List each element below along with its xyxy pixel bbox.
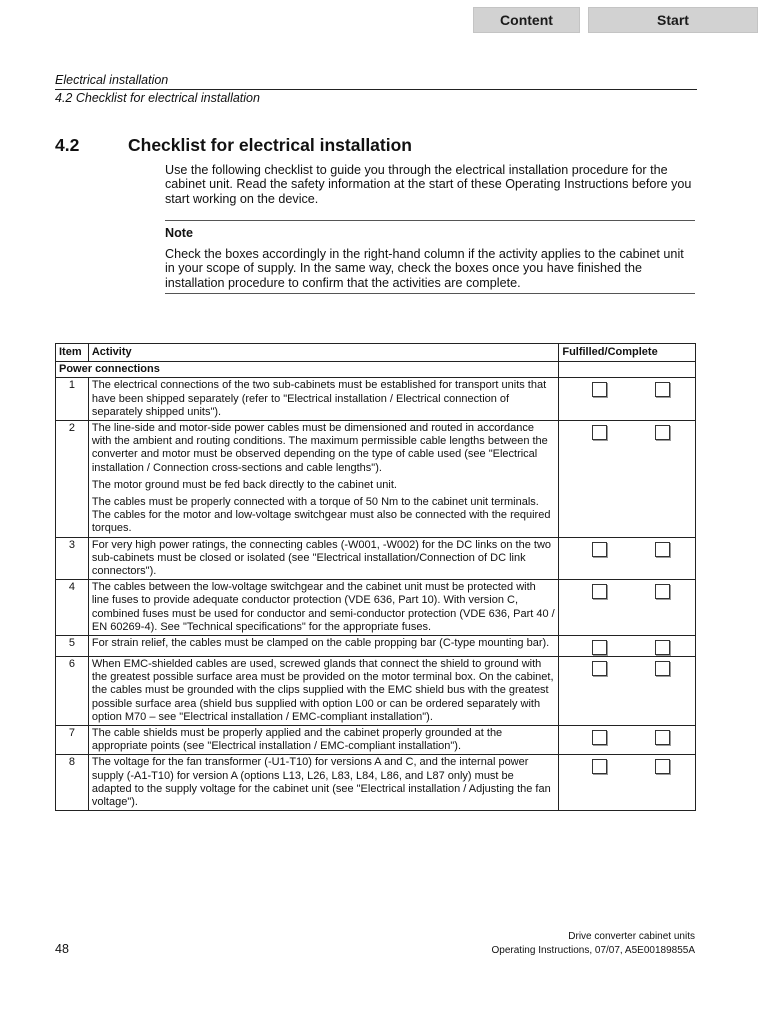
status-cell (559, 726, 696, 755)
activity-text: The cables must be properly connected with a torque of 50 Nm to the cabinet unit terminals. The cables for the motor and low-voltage switchgear must also be connected with the required torques. (91, 496, 551, 535)
item-number: 4 (56, 580, 89, 636)
group-row (56, 362, 696, 378)
start-button[interactable]: Start (588, 7, 758, 33)
footer-title: Drive converter cabinet units (568, 931, 695, 942)
table-row (56, 657, 696, 726)
running-header-chapter: Electrical installation (55, 72, 697, 90)
item-number: 8 (56, 755, 89, 811)
checkbox-group (562, 637, 692, 655)
applies-checkbox[interactable] (592, 425, 607, 440)
applies-checkbox[interactable] (592, 640, 607, 655)
section-number: 4.2 (55, 135, 80, 155)
checklist-table (55, 343, 696, 811)
status-cell (559, 636, 696, 657)
note-box (165, 220, 695, 294)
page-number: 48 (55, 942, 69, 956)
activity-text: For very high power ratings, the connecting cables (-W001, -W002) for the DC links on the two sub-cabinets must be closed or isolated (see "Electrical installation/Connection of DC link connectors"). (91, 538, 552, 578)
header-status: Fulfilled/Complete (559, 344, 696, 362)
activity-text: When EMC-shielded cables are used, screwed glands that connect the shield to ground with the greatest possible surface area must be provided on the motor terminal box. On the cabinet, the cables must be grounded with the clips supplied with the EMC shield bus with the greatest possible surface area (shield bus supplied with option L00 or can be ordered separately with option M70 – see "Electrical installation / EMC-compliant installation"). (91, 658, 554, 723)
note-title: Note (165, 226, 193, 240)
table-row (56, 755, 696, 811)
checkbox-group (562, 581, 692, 599)
activity-cell (88, 726, 558, 755)
applies-checkbox[interactable] (592, 584, 607, 599)
section-title: Checklist for electrical installation (128, 135, 412, 155)
running-header-section: 4.2 Checklist for electrical installation (55, 91, 260, 105)
activity-text: The cables between the low-voltage switchgear and the cabinet unit must be protected with line fuses to provide adequate conductor protection (VDE 636, Part 10). With version C, combined fuses must be used for conductor and semi-conductor protection (VDE 636, Part 40 / EN 60269-4). See "Technical specifications" for the appropriate fuses. (91, 581, 555, 633)
checkbox-group (562, 756, 692, 774)
complete-checkbox[interactable] (655, 730, 670, 745)
activity-cell (88, 657, 558, 726)
group-power-connections: Power connections (56, 362, 559, 378)
table-header-row (56, 344, 696, 362)
table-row (56, 421, 696, 538)
checkbox-group (562, 422, 692, 440)
checkbox-group (562, 539, 692, 557)
complete-checkbox[interactable] (655, 542, 670, 557)
item-number: 6 (56, 657, 89, 726)
intro-paragraph: Use the following checklist to guide you through the electrical installation procedure for the cabinet unit. Read the safety information at the start of these Operating Instructions before you start working on the device. (165, 163, 692, 206)
complete-checkbox[interactable] (655, 759, 670, 774)
status-cell (559, 755, 696, 811)
activity-text: The line-side and motor-side power cables must be dimensioned and routed in accordance with the ambient and routing conditions. The maximum permissible cable lengths between the converter and motor must be observed depending on the type of cable used (see "Electrical installation / Connection cross-sections and cable lengths"). (91, 422, 548, 474)
table-row (56, 580, 696, 636)
applies-checkbox[interactable] (592, 661, 607, 676)
footer (492, 930, 695, 958)
activity-text: The electrical connections of the two sub-cabinets must be established for transport units that have been shipped separately (refer to "Electrical installation / Electrical connection of separately shipped units"). (91, 379, 547, 418)
table-row (56, 726, 696, 755)
applies-checkbox[interactable] (592, 382, 607, 397)
item-number: 5 (56, 636, 89, 657)
activity-text: The cable shields must be properly applied and the cabinet properly grounded at the appropriate points (see "Electrical installation / EMC-compliant installation"). (91, 727, 503, 753)
item-number: 2 (56, 421, 89, 538)
table-row (56, 636, 696, 657)
content-button[interactable]: Content (473, 7, 580, 33)
status-cell (559, 580, 696, 636)
checkbox-group (562, 727, 692, 745)
activity-cell (88, 636, 558, 657)
activity-text: For strain relief, the cables must be clamped on the cable propping bar (C-type mounting bar). (91, 637, 550, 650)
applies-checkbox[interactable] (592, 542, 607, 557)
applies-checkbox[interactable] (592, 759, 607, 774)
footer-doc-info: Operating Instructions, 07/07, A5E00189855A (491, 945, 695, 956)
header-item: Item (56, 344, 89, 362)
running-header (55, 72, 697, 107)
item-number: 7 (56, 726, 89, 755)
status-cell (559, 378, 696, 421)
activity-cell (88, 378, 558, 421)
complete-checkbox[interactable] (655, 640, 670, 655)
activity-text: The voltage for the fan transformer (-U1-T10) for versions A and C, and the internal power supply (-A1-T10) for version A (options L13, L26, L83, L84, L86, and L87 only) must be adapted to the supply voltage for the cabinet unit (see "Electrical installation / Adjusting the fan voltage"). (91, 756, 551, 809)
activity-cell (88, 537, 558, 580)
activity-cell (88, 421, 558, 538)
activity-cell (88, 580, 558, 636)
complete-checkbox[interactable] (655, 661, 670, 676)
complete-checkbox[interactable] (655, 584, 670, 599)
applies-checkbox[interactable] (592, 730, 607, 745)
group-status-cell (559, 362, 696, 378)
header-activity: Activity (88, 344, 558, 362)
checkbox-group (562, 379, 692, 397)
status-cell (559, 657, 696, 726)
checkbox-group (562, 658, 692, 676)
note-text: Check the boxes accordingly in the right-hand column if the activity applies to the cabinet unit in your scope of supply. In the same way, check the boxes once you have finished the installation procedure to confirm that the activities are complete. (165, 247, 684, 290)
table-row (56, 378, 696, 421)
complete-checkbox[interactable] (655, 382, 670, 397)
item-number: 3 (56, 537, 89, 580)
table-row (56, 537, 696, 580)
activity-cell (88, 755, 558, 811)
status-cell (559, 537, 696, 580)
complete-checkbox[interactable] (655, 425, 670, 440)
activity-text: The motor ground must be fed back directly to the cabinet unit. (91, 478, 397, 491)
status-cell (559, 421, 696, 538)
item-number: 1 (56, 378, 89, 421)
